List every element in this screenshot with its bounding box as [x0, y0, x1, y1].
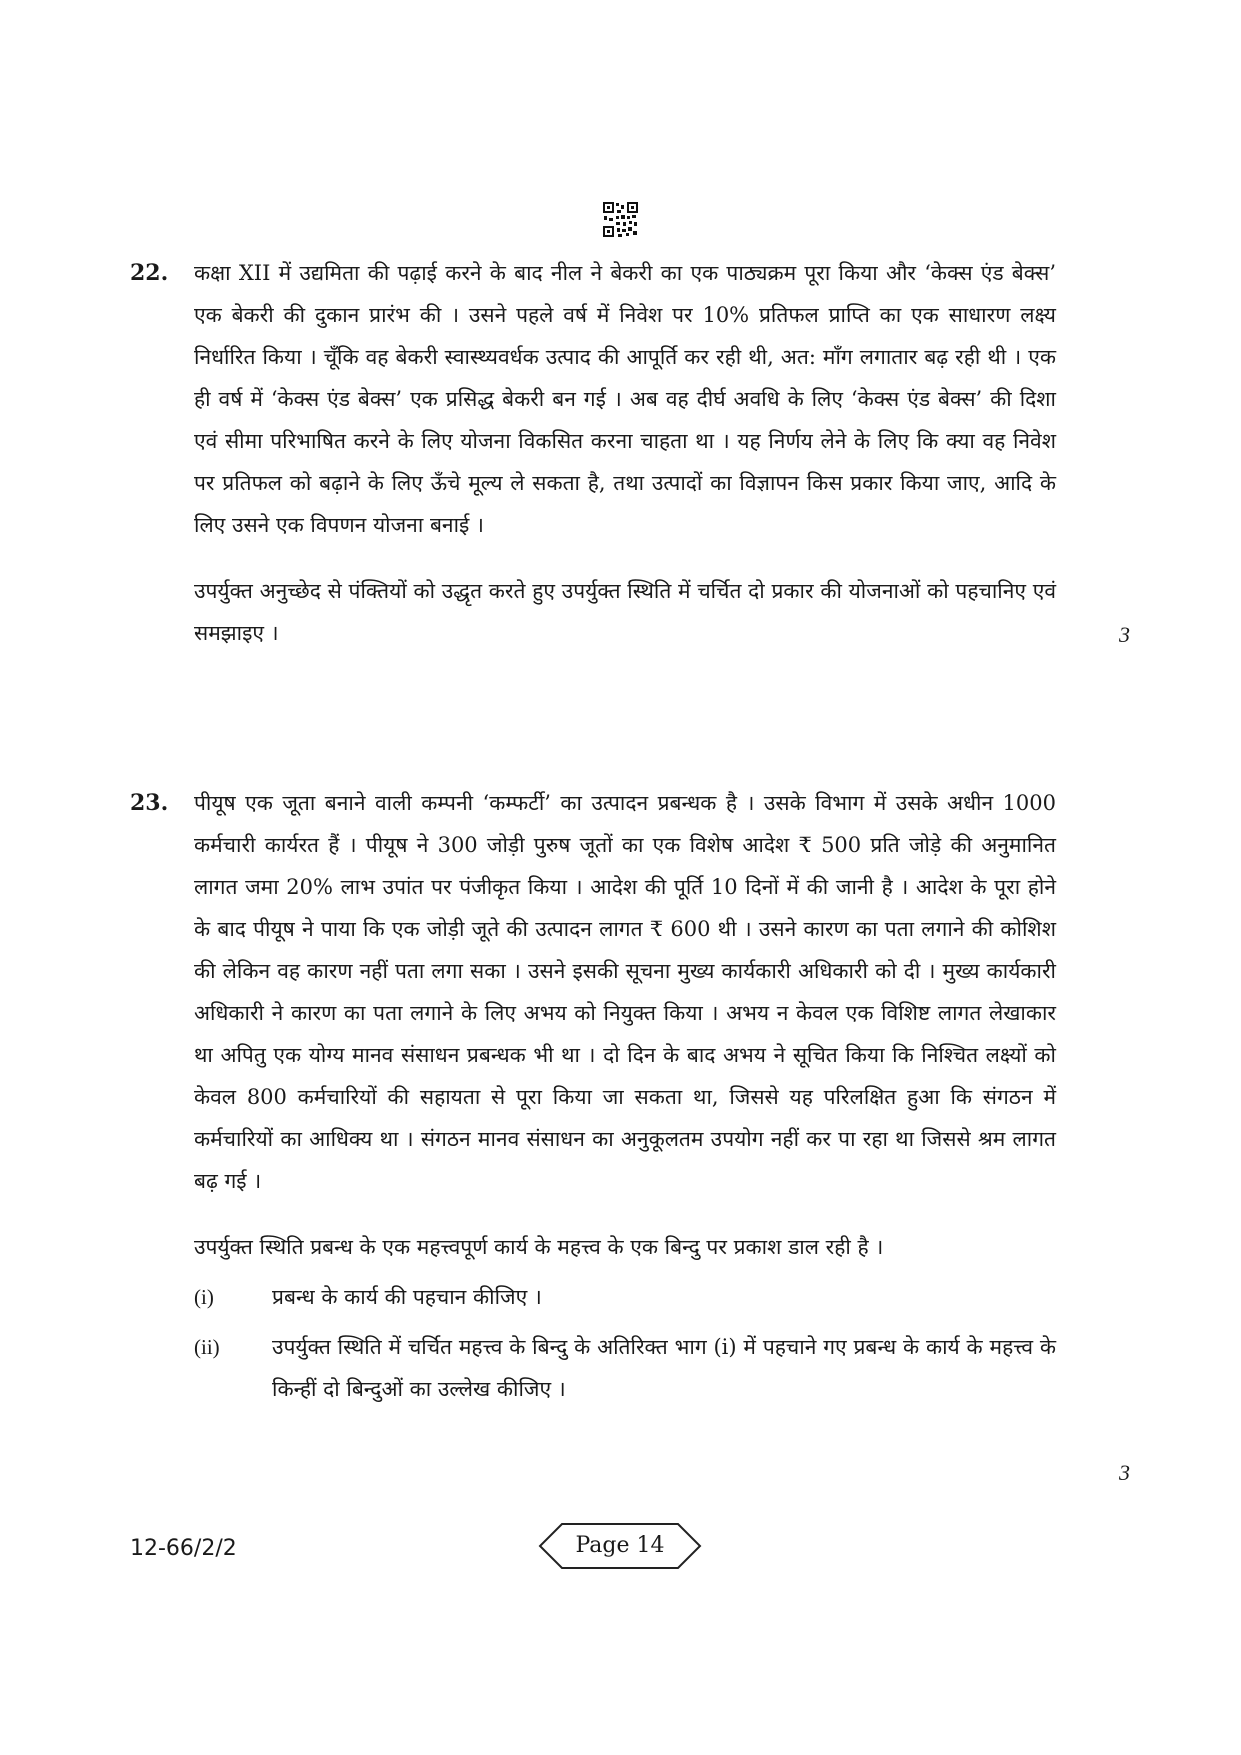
sub-question-text: प्रबन्ध के कार्य की पहचान कीजिए । [272, 1285, 542, 1309]
question-22 [130, 252, 1130, 654]
question-body [194, 252, 1056, 654]
sub-question-i [194, 1276, 1056, 1318]
question-23 [130, 782, 1130, 1485]
sub-question-number: (ii) [194, 1335, 220, 1359]
sub-question-ii [194, 1326, 1056, 1410]
page-number-badge [538, 1522, 702, 1570]
question-number: 22. [130, 260, 169, 286]
question-text: उपर्युक्त अनुच्छेद से पंक्तियों को उद्धृत करते हुए उपर्युक्त स्थिति में चर्चित दो प्रकार की योजनाओं को पहचानिए एवं समझाइए । [194, 579, 1056, 645]
page-number: Page 14 [575, 1533, 665, 1558]
qr-code-icon [602, 201, 639, 238]
case-passage: पीयूष एक जूता बनाने वाली कम्पनी ‘कम्फर्टी’ का उत्पादन प्रबन्धक है । उसके विभाग में उसके अधीन 1000 कर्मचारी कार्यरत हैं । पीयूष ने 300 जोड़ी पुरुष जूतों का एक विशेष आदेश ₹ 500 प्रति जोड़े की अनुमानित लागत जमा 20% लाभ उपांत पर पंजीकृत किया । आदेश की पूर्ति 10 दिनों में की जानी है । आदेश के पूरा होने के बाद पीयूष ने पाया कि एक जोड़ी जूते की उत्पादन लागत ₹ 600 थी । उसने कारण का पता लगाने की कोशिश की लेकिन वह कारण नहीं पता लगा सका । उसने इसकी सूचना मुख्य कार्यकारी अधिकारी को दी । मुख्य कार्यकारी अधिकारी ने कारण का पता लगाने के लिए अभय को नियुक्त किया । अभय न केवल एक विशिष्ट लागत लेखाकार था अपितु एक योग्य मानव संसाधन प्रबन्धक भी था । दो दिन के बाद अभय ने सूचित किया कि निश्चित लक्ष्यों को केवल 800 कर्मचारियों की सहायता से पूरा किया जा सकता था, जिससे यह परिलक्षित हुआ कि संगठन में कर्मचारियों का आधिक्य था । संगठन मानव संसाधन का अनुकूलतम उपयोग नहीं कर पा रहा था जिससे श्रम लागत बढ़ गई । [194, 791, 1056, 1193]
case-passage: कक्षा XII में उद्यमिता की पढ़ाई करने के बाद नील ने बेकरी का एक पाठ्यक्रम पूरा किया और ‘केक्स एंड बेक्स’ एक बेकरी की दुकान प्रारंभ की । उसने पहले वर्ष में निवेश पर 10% प्रतिफल प्राप्ति का एक साधारण लक्ष्य निर्धारित किया । चूँकि वह बेकरी स्वास्थ्यवर्धक उत्पाद की आपूर्ति कर रही थी, अत: माँग लगातार बढ़ रही थी । एक ही वर्ष में ‘केक्स एंड बेक्स’ एक प्रसिद्ध बेकरी बन गई । अब वह दीर्घ अवधि के लिए ‘केक्स एंड बेक्स’ की दिशा एवं सीमा परिभाषित करने के लिए योजना विकसित करना चाहता था । यह निर्णय लेने के लिए कि क्या वह निवेश पर प्रतिफल को बढ़ाने के लिए ऊँचे मूल्य ले सकता है, तथा उत्पादों का विज्ञापन किस प्रकार किया जाए, आदि के लिए उसने एक विपणन योजना बनाई । [194, 261, 1056, 537]
question-body [194, 782, 1056, 1410]
sub-question-text: उपर्युक्त स्थिति में चर्चित महत्त्व के बिन्दु के अतिरिक्त भाग (i) में पहचाने गए प्रबन्ध के कार्य के महत्त्व के किन्हीं दो बिन्दुओं का उल्लेख कीजिए । [272, 1335, 1056, 1401]
marks: 3 [1119, 1460, 1130, 1485]
paper-code: 12-66/2/2 [130, 1536, 237, 1561]
question-number: 23. [130, 790, 169, 816]
question-text: उपर्युक्त स्थिति प्रबन्ध के एक महत्त्वपूर्ण कार्य के महत्त्व के एक बिन्दु पर प्रकाश डाल रही है । [194, 1235, 884, 1259]
sub-question-number: (i) [194, 1285, 214, 1309]
marks: 3 [1119, 622, 1130, 647]
